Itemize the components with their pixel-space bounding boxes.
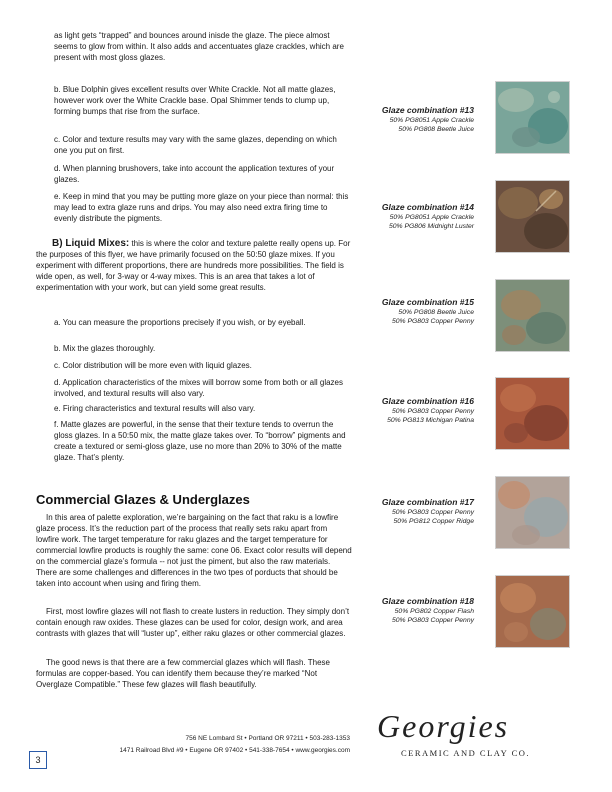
combination-glaze-2: 50% PG808 Beetle Juice <box>398 126 474 133</box>
combination-glaze-2: 50% PG812 Copper Ridge <box>393 518 474 525</box>
paragraph: First, most lowfire glazes will not flash to create lusters in reduction. They simply don’t contain enough raw oxides. These glazes can be used for color, design work, and area contrasts with glazes that will “luster up”, either raku glazes or other commercial glazes. <box>36 607 350 638</box>
footer-address-eugene: 1471 Railroad Blvd #9 • Eugene OR 97402 • 541-338-7654 • www.georgies.com <box>119 747 350 754</box>
liquid-mixes-item-c <box>36 360 352 371</box>
footer-addresses <box>60 733 350 757</box>
glaze-swatch-14 <box>495 180 570 253</box>
georgies-logo <box>375 708 545 762</box>
brushover-list-item-e <box>36 191 352 224</box>
combination-title: Glaze combination #16 <box>381 396 474 406</box>
paragraph: The good news is that there are a few commercial glazes which will flash. These formulas are copper-based. You can identify them because they’re marked “Not Overglaze Compatible.” These few glazes will flash beautifully. <box>36 658 330 689</box>
glaze-swatch-17 <box>495 476 570 549</box>
liquid-mixes-text: this is where the color and texture palette really opens up. For the purposes of this flyer, we have primarily focused on the 50:50 glaze mixes. If you experiment with different proportions, there are hundreds more possibilities. The field is wide open, as well, for 3-way or 4-way mixes. This is an area that takes a lot of experimentation with your work, but can yield some great results. <box>36 239 351 292</box>
liquid-mixes-item-f <box>36 419 352 463</box>
list-item: b. Mix the glazes thoroughly. <box>54 344 156 353</box>
combination-glaze-1: 50% PG808 Beetle Juice <box>398 309 474 316</box>
glaze-swatch-18 <box>495 575 570 648</box>
combination-glaze-2: 50% PG806 Midnight Luster <box>388 223 474 230</box>
combination-glaze-1: 50% PG803 Copper Penny <box>392 408 474 415</box>
list-item: d. Application characteristics of the mixes will borrow some from both or all glazes involved, and textural results will also vary. <box>54 378 344 398</box>
liquid-mixes-item-d <box>36 377 352 399</box>
combination-title: Glaze combination #18 <box>381 596 474 606</box>
glaze-combination-14-caption <box>330 202 474 231</box>
glaze-swatch-15 <box>495 279 570 352</box>
logo-tagline: CERAMIC AND CLAY CO. <box>401 748 531 758</box>
liquid-mixes-paragraph <box>36 238 352 293</box>
list-item: a. You can measure the proportions precisely if you wish, or by eyeball. <box>54 318 306 327</box>
list-item: d. When planning brushovers, take into account the application textures of your glazes. <box>54 164 335 184</box>
page-number: 3 <box>29 751 47 769</box>
intro-paragraph: as light gets “trapped” and bounces around inisde the glaze. The piece almost seems to glow from within. It also adds and accentuates glaze crackles, which are present with most gloss glazes. <box>54 31 344 62</box>
combination-glaze-1: 50% PG802 Copper Flash <box>394 608 474 615</box>
list-item: e. Firing characteristics and textural results will also vary. <box>54 404 256 413</box>
combination-glaze-1: 50% PG803 Copper Penny <box>392 509 474 516</box>
paragraph: In this area of palette exploration, we’re bargaining on the fact that raku is a lowfire glaze process. It’s the reduction part of the process that really sets raku apart from lowfire work. The target temperature for raku glazes and the target temperature for commercial lowfire products is roughly the same: cone 06. Exact color results will depend on the commercial glaze’s formula -- not just the piment, but also the raw materials. There are some challenges and differences in the two tpes of porducts that should be taken into account when using and firing them. <box>36 513 352 588</box>
list-item: f. Matte glazes are powerful, in the sense that their texture tends to overrun the gloss glazes. In a 50:50 mix, the matte glaze takes over. To “borrow” pigments and create a textured or semi-gloss glaze, use no more than 20% to 30% of the matte glaze. That’s plenty. <box>54 420 346 462</box>
commercial-paragraph-1 <box>36 512 352 589</box>
combination-title: Glaze combination #15 <box>381 297 474 307</box>
glaze-combination-16-caption <box>330 396 474 425</box>
intro-continued-text <box>36 30 352 63</box>
list-item: c. Color distribution will be more even with liquid glazes. <box>54 361 252 370</box>
footer-address-portland: 756 NE Lombard St • Portland OR 97211 • 503-283-1353 <box>185 735 350 742</box>
combination-glaze-2: 50% PG803 Copper Penny <box>392 617 474 624</box>
combination-title: Glaze combination #17 <box>381 497 474 507</box>
liquid-mixes-item-b <box>36 343 352 354</box>
glaze-combination-17-caption <box>330 497 474 526</box>
brushover-list-item-c <box>36 134 352 156</box>
combination-glaze-1: 50% PG8051 Apple Crackle <box>389 214 474 221</box>
brushover-list <box>36 84 352 117</box>
brushover-list-item-d <box>36 163 352 185</box>
glaze-combination-13-caption <box>330 105 474 134</box>
commercial-paragraph-3 <box>36 657 352 690</box>
glaze-combination-15-caption <box>330 297 474 326</box>
logo-script: Georgies <box>377 708 510 744</box>
liquid-mixes-item-a <box>36 317 352 328</box>
combination-title: Glaze combination #14 <box>381 202 474 212</box>
commercial-section-title: Commercial Glazes & Underglazes <box>36 492 250 507</box>
combination-title: Glaze combination #13 <box>381 105 474 115</box>
glaze-combination-18-caption <box>330 596 474 625</box>
liquid-mixes-heading: B) Liquid Mixes: <box>52 238 130 249</box>
list-item: b. Blue Dolphin gives excellent results over White Crackle. Not all matte glazes, however work over the White Crackle base. Opal Shimmer tends to clump up, forming bumps that rise from the surface. <box>54 85 336 116</box>
combination-glaze-2: 50% PG803 Copper Penny <box>392 318 474 325</box>
liquid-mixes-item-e <box>36 403 352 414</box>
glaze-swatch-16 <box>495 377 570 450</box>
list-item: c. Color and texture results may vary with the same glazes, depending on which one you put on first. <box>54 135 337 155</box>
combination-glaze-1: 50% PG8051 Apple Crackle <box>389 117 474 124</box>
glaze-swatch-13 <box>495 81 570 154</box>
combination-glaze-2: 50% PG813 Michigan Patina <box>387 417 474 424</box>
commercial-paragraph-2 <box>36 606 352 639</box>
list-item: e. Keep in mind that you may be putting more glaze on your piece than normal: this may lead to extra glaze runs and drips. You may also need extra firing time to evenly distribute the pigments. <box>54 192 349 223</box>
